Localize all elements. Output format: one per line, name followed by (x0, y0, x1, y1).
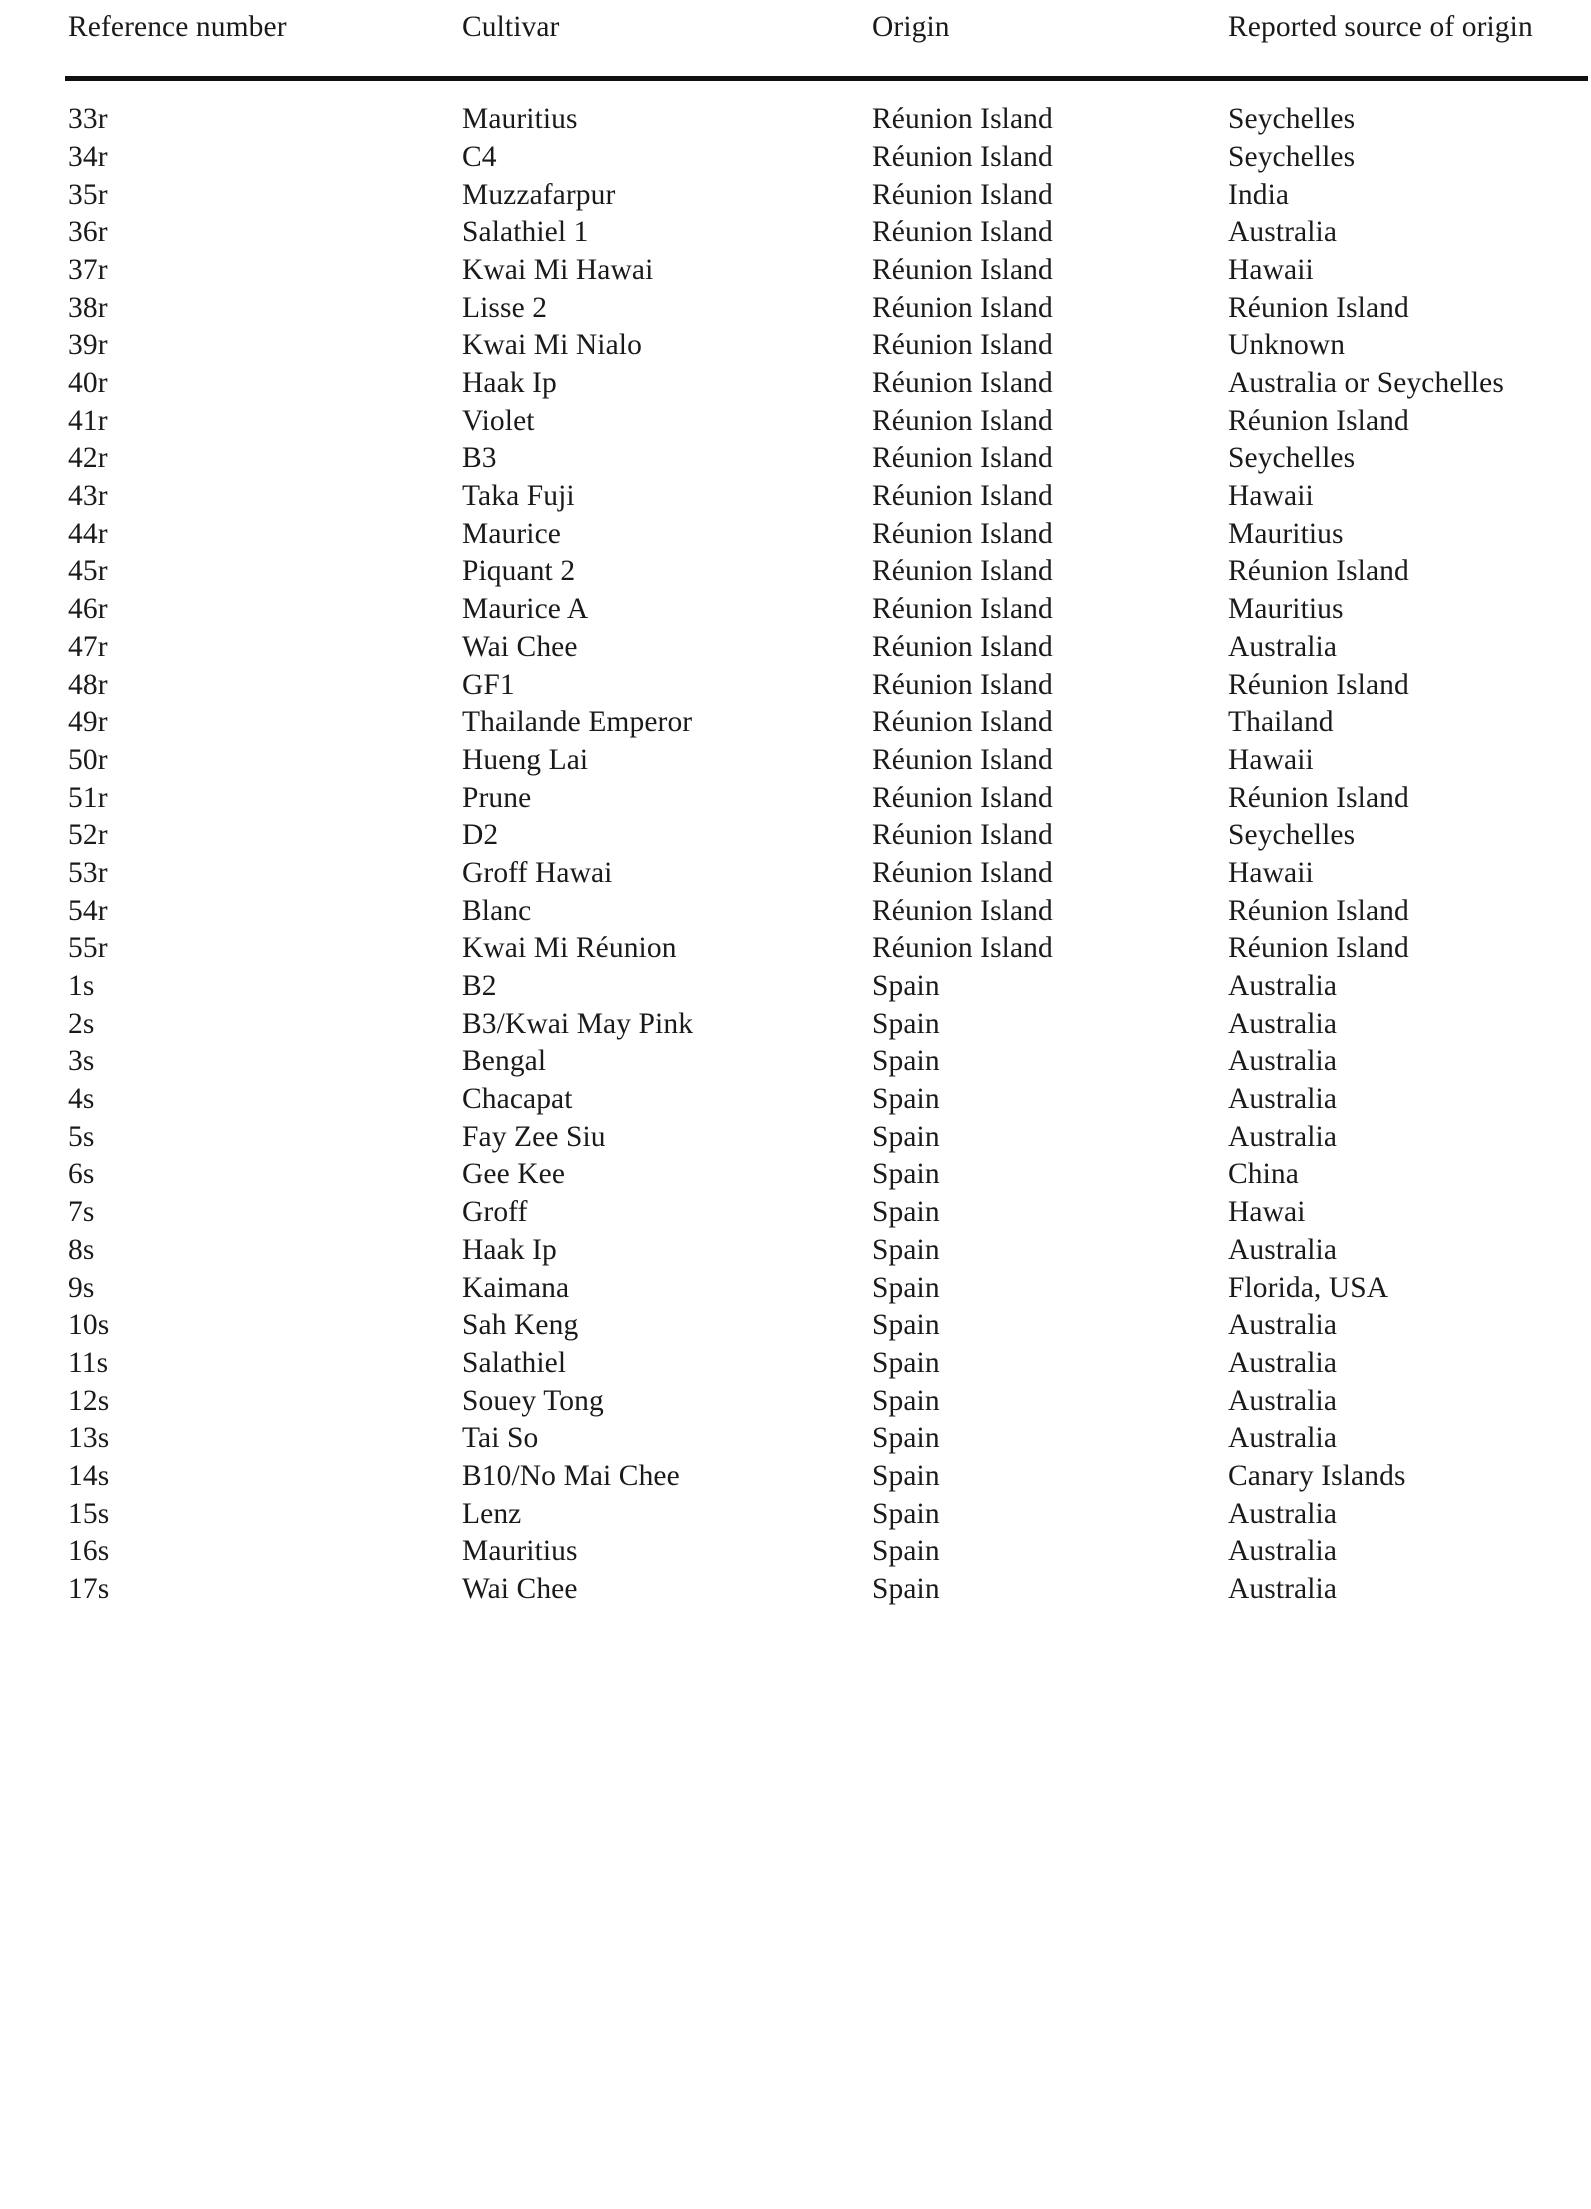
cell-reference-number: 43r (68, 480, 108, 513)
cell-origin: Spain (872, 1083, 940, 1116)
table-row (65, 512, 1588, 550)
cell-cultivar: Prune (462, 781, 532, 814)
cell-cultivar: Sah Keng (462, 1309, 579, 1342)
cell-reference-number: 47r (68, 630, 108, 663)
cell-cultivar: GF1 (462, 668, 515, 701)
cell-origin: Spain (872, 1158, 940, 1191)
cell-reference-number: 46r (68, 593, 108, 626)
cell-reference-number: 6s (68, 1158, 95, 1191)
table-row (65, 587, 1588, 625)
cell-reported-source-of-origin: Florida, USA (1228, 1271, 1389, 1304)
cell-reported-source-of-origin: Australia (1228, 1045, 1338, 1078)
cell-origin: Réunion Island (872, 706, 1053, 739)
cell-cultivar: Bengal (462, 1045, 547, 1078)
cell-reference-number: 40r (68, 367, 108, 399)
cell-cultivar: Lenz (462, 1497, 522, 1530)
cell-cultivar: Tai So (462, 1422, 539, 1455)
table-row (65, 79, 1588, 135)
cell-origin: Réunion Island (872, 404, 1053, 437)
cell-cultivar: Haak Ip (462, 1233, 557, 1266)
cell-reference-number: 9s (68, 1271, 95, 1304)
cell-reported-source-of-origin: Réunion Island (1228, 894, 1409, 927)
cell-origin: Réunion Island (872, 329, 1053, 362)
table-row (65, 738, 1588, 776)
cell-origin: Réunion Island (872, 140, 1053, 173)
cell-origin: Réunion Island (872, 856, 1053, 889)
table-row (65, 1378, 1588, 1416)
cell-cultivar: Kwai Mi Réunion (462, 932, 677, 965)
cell-reported-source-of-origin: Australia (1228, 1384, 1338, 1417)
table-row (65, 1529, 1588, 1567)
cell-reported-source-of-origin: India (1228, 178, 1290, 211)
cell-reference-number: 55r (68, 932, 108, 965)
cell-origin: Réunion Island (872, 103, 1053, 136)
cell-origin: Spain (872, 1271, 940, 1304)
cell-reported-source-of-origin: Mauritius (1228, 517, 1344, 550)
cell-origin: Réunion Island (872, 668, 1053, 701)
cell-reference-number: 8s (68, 1233, 95, 1266)
cell-reported-source-of-origin: Canary Islands (1228, 1459, 1406, 1492)
cell-reported-source-of-origin: Australia (1228, 1007, 1338, 1040)
cell-reference-number: 49r (68, 706, 108, 739)
cell-origin: Spain (872, 1346, 940, 1379)
table-row (65, 662, 1588, 700)
table-row (65, 1454, 1588, 1492)
cell-cultivar: Kwai Mi Nialo (462, 329, 642, 362)
cell-reported-source-of-origin: Australia (1228, 1422, 1338, 1455)
table-row (65, 248, 1588, 286)
cell-reported-source-of-origin: Mauritius (1228, 593, 1344, 626)
cell-cultivar: D2 (462, 819, 499, 852)
cell-reported-source-of-origin: Australia (1228, 630, 1338, 663)
cell-reference-number: 11s (68, 1346, 109, 1379)
cell-reference-number: 45r (68, 555, 108, 588)
cell-reported-source-of-origin: Australia (1228, 1233, 1338, 1266)
column-header-reference-number: Reference number (68, 11, 287, 43)
cell-cultivar: C4 (462, 140, 497, 173)
cell-origin: Spain (872, 1233, 940, 1266)
cell-origin: Spain (872, 1007, 940, 1040)
cell-reference-number: 16s (68, 1535, 110, 1568)
table-row (65, 926, 1588, 964)
table-row (65, 1303, 1588, 1341)
cell-cultivar: B2 (462, 970, 497, 1002)
cell-reported-source-of-origin: Australia (1228, 1309, 1338, 1342)
cell-reference-number: 4s (68, 1083, 95, 1116)
cell-reference-number: 1s (68, 970, 95, 1002)
cell-cultivar: Muzzafarpur (462, 178, 616, 211)
cell-reference-number: 17s (68, 1573, 110, 1605)
cell-reported-source-of-origin: Thailand (1228, 706, 1334, 739)
cell-cultivar: Souey Tong (462, 1384, 604, 1417)
cell-reference-number: 52r (68, 819, 108, 852)
column-header-reported-source-of-origin: Reported source of origin (1228, 11, 1533, 43)
table-row (65, 1077, 1588, 1115)
cell-origin: Réunion Island (872, 555, 1053, 588)
cell-cultivar: Kaimana (462, 1271, 570, 1304)
cell-origin: Réunion Island (872, 253, 1053, 286)
cell-cultivar: Groff (462, 1196, 528, 1229)
cell-cultivar: B10/No Mai Chee (462, 1459, 680, 1492)
table-row (65, 700, 1588, 738)
cell-reference-number: 41r (68, 404, 108, 437)
cell-reference-number: 48r (68, 668, 108, 701)
cell-cultivar: Piquant 2 (462, 555, 576, 588)
cell-cultivar: Chacapat (462, 1083, 573, 1116)
cell-origin: Réunion Island (872, 630, 1053, 663)
cell-reference-number: 12s (68, 1384, 110, 1417)
cell-origin: Réunion Island (872, 517, 1053, 550)
cell-cultivar: Groff Hawai (462, 856, 613, 889)
cell-reported-source-of-origin: Réunion Island (1228, 668, 1409, 701)
cell-reported-source-of-origin: Réunion Island (1228, 932, 1409, 965)
cell-reference-number: 5s (68, 1120, 95, 1153)
table-row (65, 964, 1588, 1002)
cell-reported-source-of-origin: Hawai (1228, 1196, 1306, 1229)
cell-reported-source-of-origin: Seychelles (1228, 140, 1356, 173)
cell-reported-source-of-origin: Seychelles (1228, 103, 1356, 136)
cell-origin: Réunion Island (872, 593, 1053, 626)
cell-origin: Spain (872, 1384, 940, 1417)
table-row (65, 1039, 1588, 1077)
cell-reference-number: 3s (68, 1045, 95, 1078)
table-row (65, 323, 1588, 361)
cell-cultivar: Fay Zee Siu (462, 1120, 606, 1153)
cell-reported-source-of-origin: Australia (1228, 1346, 1338, 1379)
cell-reported-source-of-origin: Réunion Island (1228, 781, 1409, 814)
table-row (65, 361, 1588, 399)
cell-origin: Réunion Island (872, 178, 1053, 211)
cell-origin: Réunion Island (872, 819, 1053, 852)
cell-origin: Réunion Island (872, 781, 1053, 814)
cell-reported-source-of-origin: Australia (1228, 970, 1338, 1002)
table-row (65, 851, 1588, 889)
cell-reference-number: 36r (68, 216, 108, 249)
cell-cultivar: Maurice (462, 517, 561, 550)
cell-reference-number: 39r (68, 329, 108, 362)
cell-reference-number: 14s (68, 1459, 110, 1492)
table-row (65, 1115, 1588, 1153)
cell-cultivar: Kwai Mi Hawai (462, 253, 654, 286)
cell-reference-number: 50r (68, 743, 108, 776)
cell-cultivar: Thailande Emperor (462, 706, 693, 739)
cell-cultivar: Haak Ip (462, 367, 557, 399)
cell-origin: Réunion Island (872, 932, 1053, 965)
cell-cultivar: B3/Kwai May Pink (462, 1007, 694, 1040)
cell-origin: Spain (872, 970, 940, 1002)
cell-cultivar: B3 (462, 442, 497, 475)
cell-origin: Réunion Island (872, 480, 1053, 513)
table-row (65, 172, 1588, 210)
table-row (65, 1416, 1588, 1454)
table-row (65, 1491, 1588, 1529)
table-row (65, 285, 1588, 323)
table-row (65, 1190, 1588, 1228)
cell-reference-number: 34r (68, 140, 108, 173)
cell-origin: Réunion Island (872, 291, 1053, 324)
cell-origin: Réunion Island (872, 216, 1053, 249)
table-row (65, 436, 1588, 474)
cell-cultivar: Lisse 2 (462, 291, 548, 324)
cell-reference-number: 13s (68, 1422, 110, 1455)
cell-reference-number: 2s (68, 1007, 95, 1040)
cell-cultivar: Wai Chee (462, 1573, 578, 1605)
cell-reported-source-of-origin: Australia (1228, 1573, 1338, 1605)
cell-reference-number: 51r (68, 781, 108, 814)
cell-origin: Spain (872, 1422, 940, 1455)
cultivar-origin-table (65, 0, 1588, 1605)
cell-cultivar: Mauritius (462, 1535, 578, 1568)
cell-reported-source-of-origin: Australia (1228, 1120, 1338, 1153)
cell-cultivar: Salathiel (462, 1346, 567, 1379)
cell-reference-number: 53r (68, 856, 108, 889)
cell-origin: Spain (872, 1573, 940, 1605)
cell-reported-source-of-origin: Australia (1228, 1083, 1338, 1116)
cell-origin: Spain (872, 1535, 940, 1568)
cell-reference-number: 42r (68, 442, 108, 475)
cell-cultivar: Violet (462, 404, 535, 437)
column-header-cultivar: Cultivar (462, 11, 560, 43)
cell-origin: Spain (872, 1459, 940, 1492)
cell-cultivar: Blanc (462, 894, 532, 927)
cell-reference-number: 38r (68, 291, 108, 324)
cell-reported-source-of-origin: Australia (1228, 1497, 1338, 1530)
cell-cultivar: Gee Kee (462, 1158, 566, 1191)
cell-origin: Spain (872, 1497, 940, 1530)
cell-origin: Réunion Island (872, 894, 1053, 927)
cell-reported-source-of-origin: Hawaii (1228, 480, 1314, 513)
cell-origin: Spain (872, 1045, 940, 1078)
cell-reported-source-of-origin: Réunion Island (1228, 555, 1409, 588)
cell-reported-source-of-origin: Hawaii (1228, 253, 1314, 286)
cell-cultivar: Maurice A (462, 593, 589, 626)
table-row (65, 775, 1588, 813)
cell-reported-source-of-origin: Unknown (1228, 329, 1346, 362)
cell-cultivar: Hueng Lai (462, 743, 589, 776)
cell-origin: Spain (872, 1196, 940, 1229)
cell-reference-number: 44r (68, 517, 108, 550)
cell-reported-source-of-origin: Australia (1228, 216, 1338, 249)
table-row (65, 1341, 1588, 1379)
cell-reported-source-of-origin: Australia or Seychelles (1228, 367, 1504, 399)
cell-origin: Spain (872, 1120, 940, 1153)
cell-reported-source-of-origin: Hawaii (1228, 743, 1314, 776)
table-row (65, 813, 1588, 851)
table-row (65, 1567, 1588, 1605)
column-header-origin: Origin (872, 11, 950, 43)
cell-reference-number: 10s (68, 1309, 110, 1342)
cell-reported-source-of-origin: Hawaii (1228, 856, 1314, 889)
table-body (65, 79, 1588, 1605)
table-row (65, 1265, 1588, 1303)
cell-reference-number: 15s (68, 1497, 110, 1530)
cell-cultivar: Taka Fuji (462, 480, 575, 513)
cell-reported-source-of-origin: Seychelles (1228, 819, 1356, 852)
table-header-row (65, 0, 1588, 79)
table-row (65, 474, 1588, 512)
cell-origin: Spain (872, 1309, 940, 1342)
cell-origin: Réunion Island (872, 442, 1053, 475)
cell-cultivar: Wai Chee (462, 630, 578, 663)
cell-reference-number: 7s (68, 1196, 95, 1229)
cell-reported-source-of-origin: Réunion Island (1228, 291, 1409, 324)
cell-reported-source-of-origin: Réunion Island (1228, 404, 1409, 437)
table-row (65, 135, 1588, 173)
cell-reported-source-of-origin: Seychelles (1228, 442, 1356, 475)
cell-reference-number: 35r (68, 178, 108, 211)
cell-origin: Réunion Island (872, 743, 1053, 776)
cell-reference-number: 54r (68, 894, 108, 927)
cell-cultivar: Salathiel 1 (462, 216, 589, 249)
table-row (65, 1152, 1588, 1190)
table-header (65, 0, 1588, 79)
table-row (65, 625, 1588, 663)
table-row (65, 1002, 1588, 1040)
table-row (65, 399, 1588, 437)
cell-origin: Réunion Island (872, 367, 1053, 399)
table-row (65, 888, 1588, 926)
table-row (65, 1228, 1588, 1266)
table-row (65, 210, 1588, 248)
table-row (65, 549, 1588, 587)
cell-reference-number: 33r (68, 103, 108, 136)
cell-reported-source-of-origin: Australia (1228, 1535, 1338, 1568)
cell-reference-number: 37r (68, 253, 108, 286)
cell-cultivar: Mauritius (462, 103, 578, 136)
cell-reported-source-of-origin: China (1228, 1158, 1299, 1191)
